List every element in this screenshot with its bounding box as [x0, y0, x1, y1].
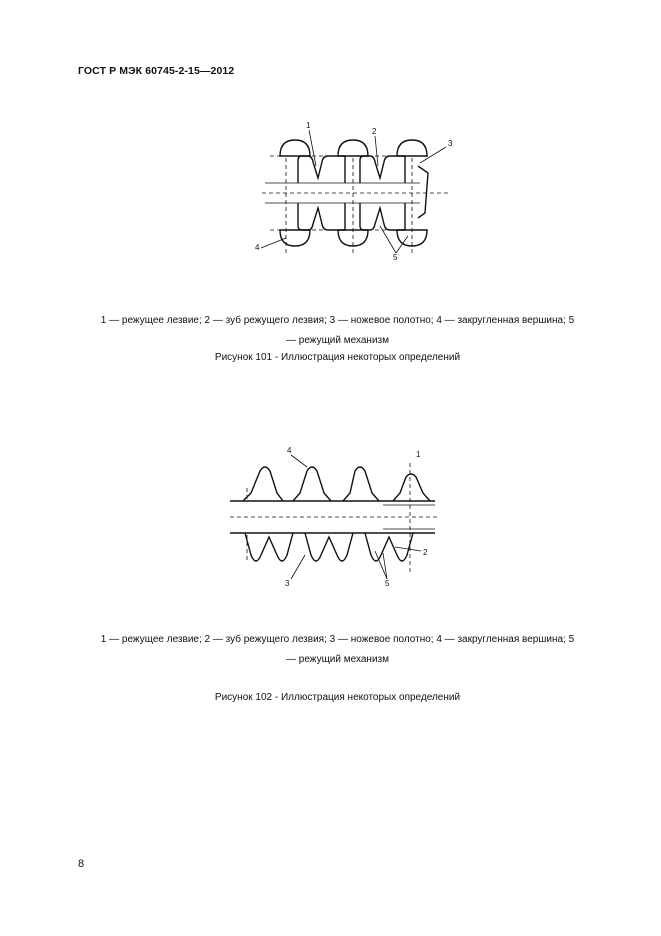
figure-102-legend: [70, 630, 605, 670]
fig101-label-4: 4: [255, 243, 260, 252]
figure-102-legend-line1: 1 — режущее лезвие; 2 — зуб режущего лезвия; 3 — ножевое полотно; 4 — закругленная вершина; 5: [100, 634, 575, 645]
figure-102-legend-line2: — режущий механизм: [285, 654, 389, 665]
figure-101-title: Рисунок 101 - Иллюстрация некоторых определений: [214, 352, 461, 363]
figure-102-drawing: [225, 443, 450, 593]
document-header: ГОСТ Р МЭК 60745-2-15—2012: [78, 65, 235, 77]
fig101-label-5: 5: [393, 253, 398, 262]
figure-101-legend-line2: — режущий механизм: [285, 335, 389, 346]
figure-101-legend: [70, 311, 605, 351]
fig102-label-2: 2: [423, 548, 428, 557]
figure-101-legend-line1: 1 — режущее лезвие; 2 — зуб режущего лезвия; 3 — ножевое полотно; 4 — закругленная вершина; 5: [100, 315, 575, 326]
fig102-label-5: 5: [385, 579, 390, 588]
fig101-label-3: 3: [448, 139, 453, 148]
fig102-label-1: 1: [416, 450, 421, 459]
fig101-label-2: 2: [372, 127, 377, 136]
fig102-label-3: 3: [285, 579, 290, 588]
page-number: 8: [78, 858, 85, 870]
figure-101-drawing: [250, 118, 460, 268]
figure-102-title: Рисунок 102 - Иллюстрация некоторых определений: [214, 692, 461, 703]
fig102-label-4: 4: [287, 446, 292, 455]
fig101-label-1: 1: [306, 121, 311, 130]
